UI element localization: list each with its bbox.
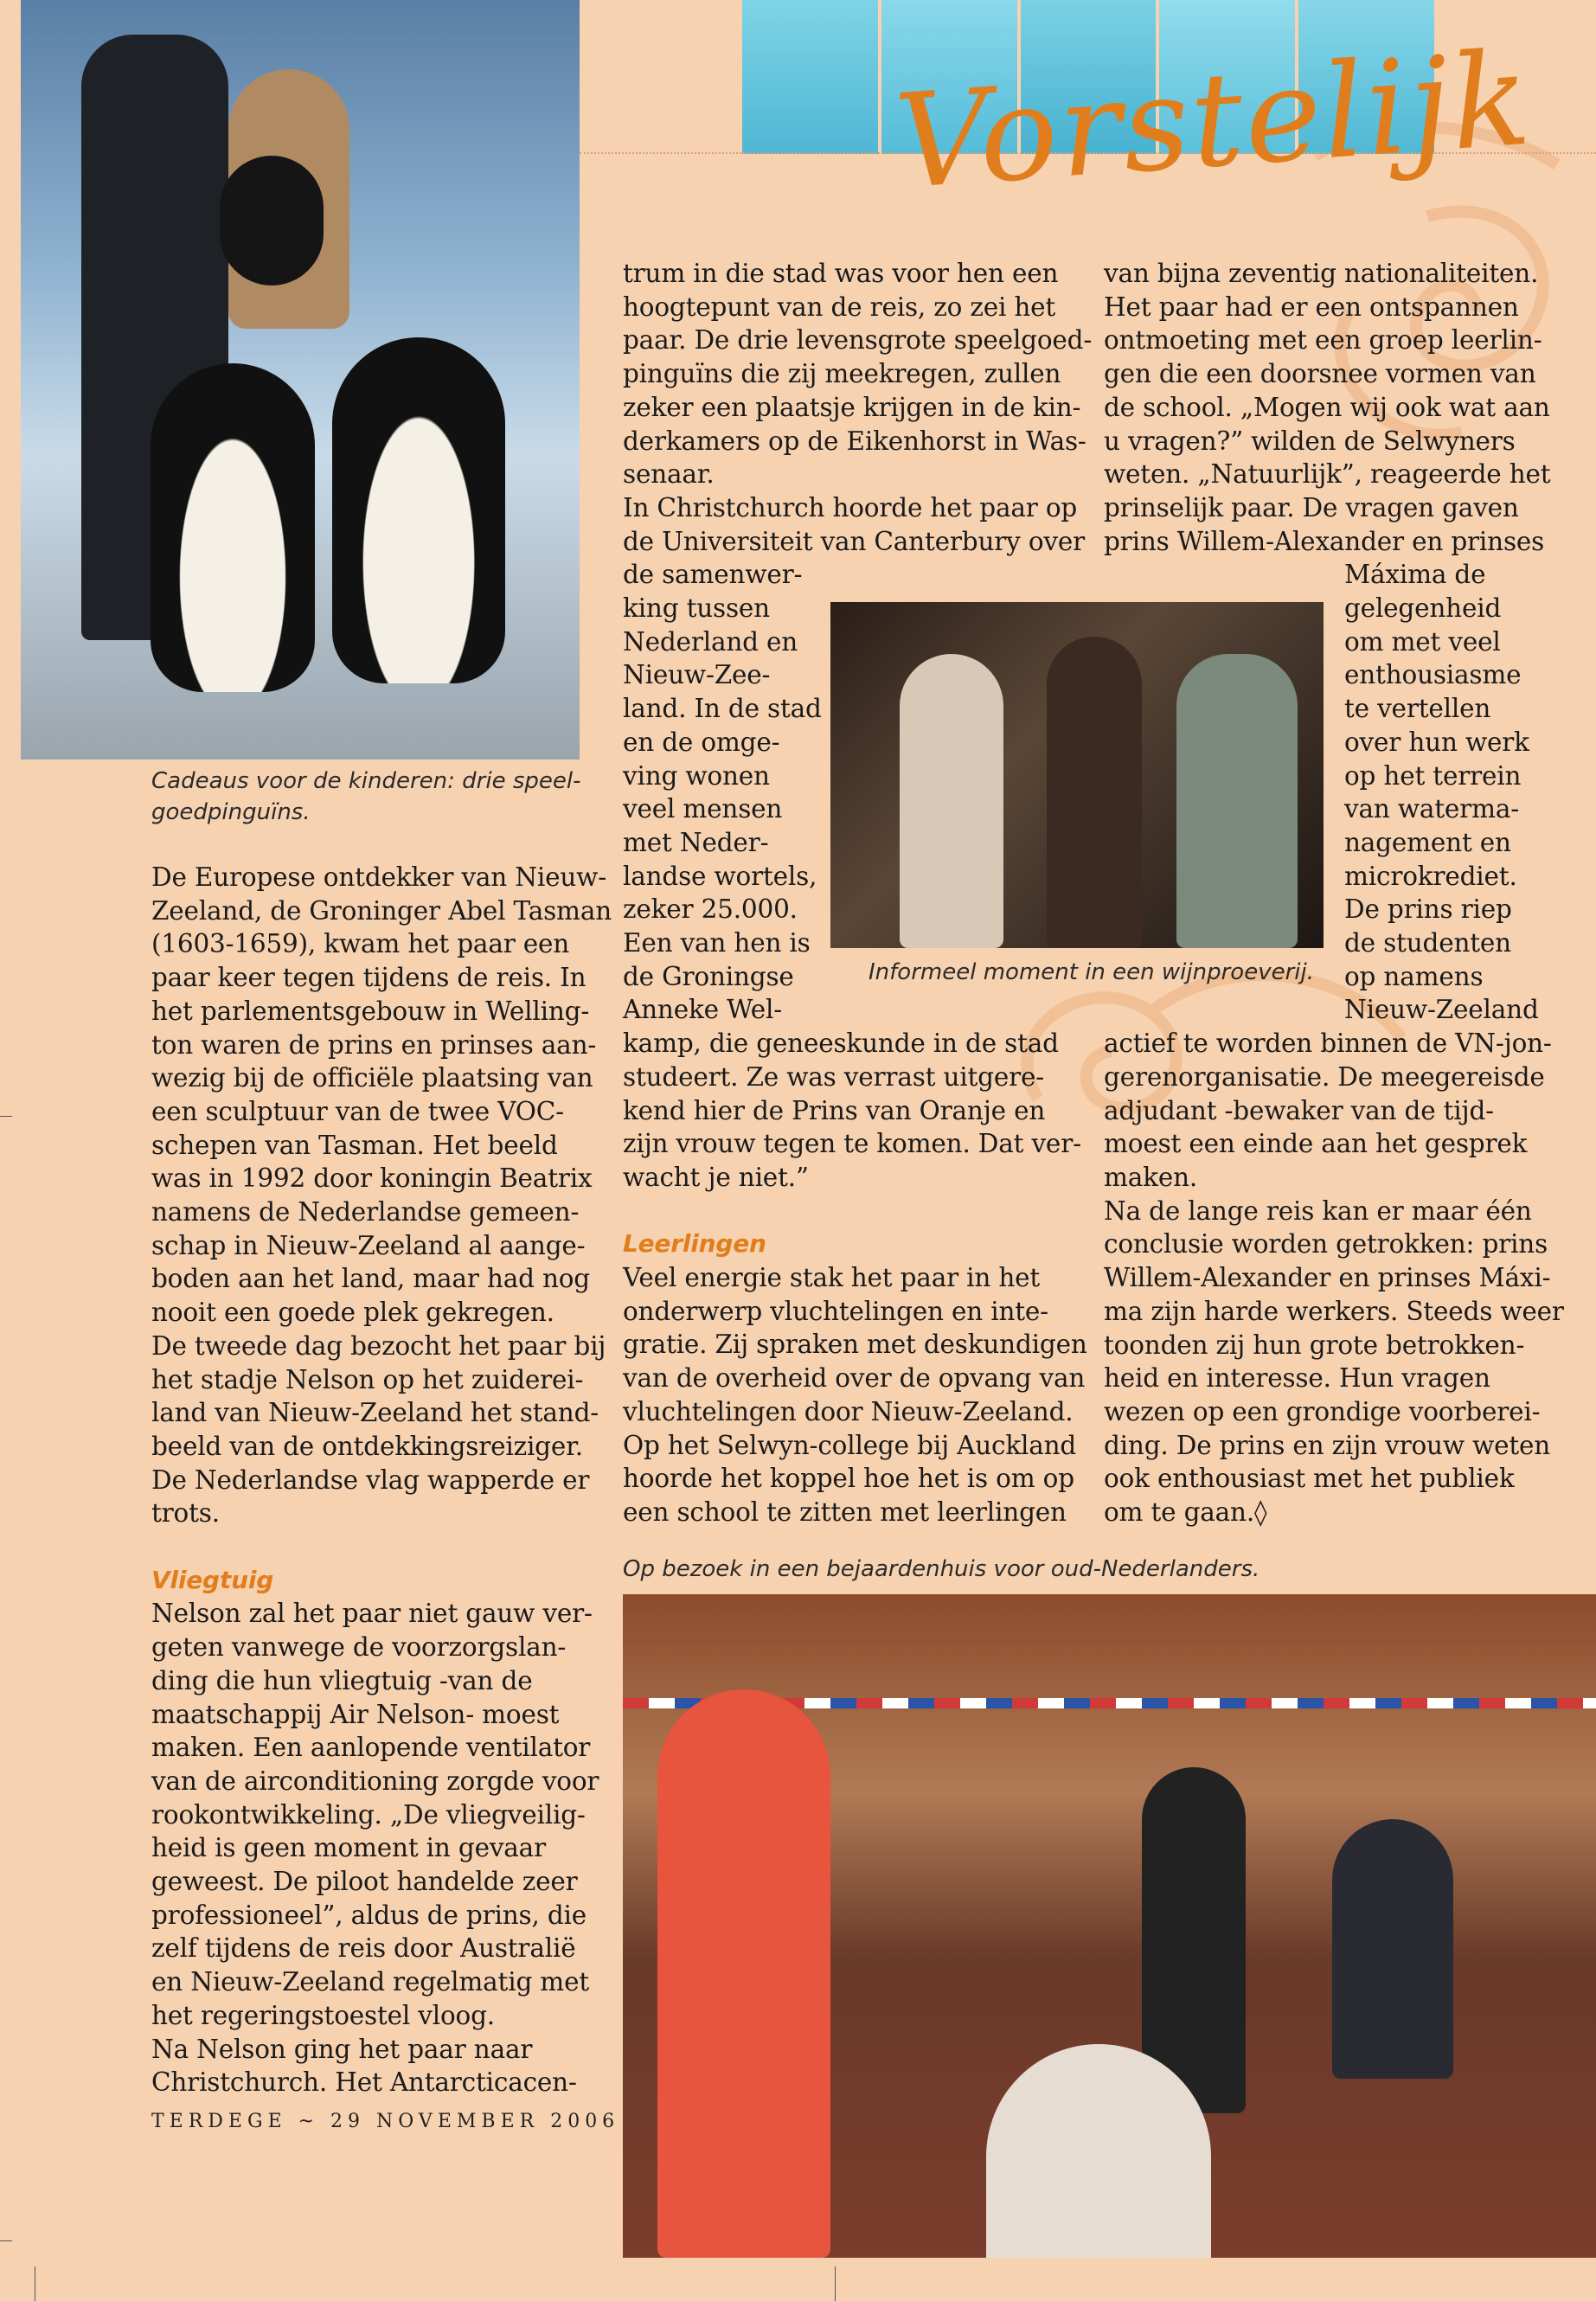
text-line: ma zijn harde werkers. Steeds weer [1104, 1296, 1564, 1326]
crop-mark [0, 1116, 12, 1117]
text-line: paar keer tegen tijdens de reis. In [151, 963, 586, 993]
col2-paragraph-1 [623, 257, 1093, 491]
text-line: maatschappij Air Nelson- moest [151, 1699, 560, 1729]
text-line: king tussen [623, 593, 770, 624]
text-line: Nederland en [623, 626, 798, 657]
text-line: maken. Een aanlopende ventilator [151, 1733, 591, 1763]
home-caption: Op bezoek in een bejaardenhuis voor oud-Nederlanders. [623, 1556, 1260, 1582]
text-line: prinselijk paar. De vragen gaven [1104, 492, 1519, 522]
text-line: ook enthousiast met het publiek [1104, 1464, 1515, 1494]
text-line: De prins riep [1344, 894, 1512, 925]
text-line: schap in Nieuw-Zeeland al aange- [151, 1230, 586, 1260]
face-photo [742, 0, 878, 154]
text-line: een sculptuur van de twee VOC- [151, 1096, 564, 1126]
col3-paragraph-1-full [1104, 257, 1588, 558]
text-line: ding. De prins en zijn vrouw weten [1104, 1430, 1551, 1460]
text-line: Het paar had er een ontspannen [1104, 292, 1519, 322]
text-line: (1603-1659), kwam het paar een [151, 929, 570, 959]
person-figure [986, 2044, 1211, 2258]
text-line: te vertellen [1344, 694, 1491, 724]
penguins-photo [21, 0, 580, 760]
col2-paragraph-3 [623, 1261, 1087, 1529]
crop-mark [0, 2240, 12, 2241]
penguin-toy [151, 363, 315, 692]
text-line: ton waren de prins en prinses aan- [151, 1029, 597, 1060]
text-line: met Neder- [623, 827, 769, 857]
col3-paragraph-1-narrow [1344, 558, 1569, 1027]
text-line: zelf tijdens de reis door Australië [151, 1933, 576, 1964]
text-line: gerenorganisatie. De meegereisde [1104, 1061, 1545, 1092]
col1-paragraph-4 [151, 2033, 584, 2099]
text-line: was in 1992 door koningin Beatrix [151, 1163, 593, 1194]
text-line: enthousiasme [1344, 660, 1522, 690]
text-line: de samenwer- [623, 560, 803, 590]
text-line: nagement en [1344, 827, 1511, 857]
page-title: Vorstelijk [890, 23, 1537, 219]
column-3 [1104, 257, 1588, 1529]
text-line: Willem-Alexander en prinses Máxi- [1104, 1263, 1551, 1293]
text-line: Nieuw-Zeeland [1344, 995, 1539, 1025]
text-line: geten vanwege de voorzorgslan- [151, 1632, 567, 1663]
text-line: wezen op een grondige voorberei- [1104, 1396, 1541, 1426]
text-line: gelegenheid [1344, 593, 1502, 624]
text-line: kend hier de Prins van Oranje en [623, 1095, 1046, 1125]
text-line: het parlementsgebouw in Welling- [151, 996, 590, 1026]
text-line: Anneke Wel- [623, 995, 783, 1025]
text-line: derkamers op de Eikenhorst in Was- [623, 426, 1086, 456]
text-line: van bijna zeventig nationaliteiten. [1104, 259, 1539, 288]
text-line: onderwerp vluchtelingen en inte- [623, 1296, 1048, 1326]
col1-paragraph-3 [151, 1597, 599, 2032]
text-line: ding die hun vliegtuig -van de [151, 1665, 533, 1695]
penguin-toy [220, 156, 324, 285]
text-line: van waterma- [1344, 794, 1520, 824]
text-line: veel mensen [623, 794, 783, 824]
text-line: vluchtelingen door Nieuw-Zeeland. [623, 1396, 1074, 1426]
text-line: Na de lange reis kan er maar één [1104, 1195, 1532, 1226]
person-figure [657, 1689, 830, 2258]
text-line: het stadje Nelson op het zuiderei- [151, 1364, 584, 1394]
text-line: gratie. Zij spraken met deskundigen [623, 1330, 1087, 1360]
text-line: om met veel [1344, 626, 1501, 657]
col1-paragraph-2 [151, 1330, 606, 1530]
text-line: over hun werk [1344, 727, 1529, 757]
text-line: Christchurch. Het Antarcticacen- [151, 2067, 577, 2098]
text-line: De Nederlandse vlag wapperde er [151, 1465, 590, 1495]
text-line: rookontwikkeling. „De vliegveilig- [151, 1799, 586, 1830]
text-line: ontmoeting met een groep leerlin- [1104, 325, 1542, 356]
text-line: toonden zij hun grote betrokken- [1104, 1330, 1525, 1360]
spacer [151, 1530, 584, 1564]
text-line: het regeringstoestel vloog. [151, 2000, 495, 2030]
person-figure [1332, 1819, 1453, 2079]
text-line: actief te worden binnen de VN-jon- [1104, 1029, 1552, 1059]
spacer [623, 1195, 1073, 1228]
column-1 [151, 861, 612, 2099]
text-line: weten. „Natuurlijk”, reageerde het [1104, 459, 1551, 490]
text-line: heid is geen moment in gevaar [151, 1833, 546, 1863]
text-line: studeert. Ze was verrast uitgere- [623, 1061, 1045, 1092]
text-line: De Europese ontdekker van Nieuw- [151, 862, 606, 892]
text-line: hoorde het koppel hoe het is om op [623, 1464, 1074, 1494]
text-line: Zeeland, de Groninger Abel Tasman [151, 895, 612, 926]
text-line: beeld van de ontdekkingsreiziger. [151, 1431, 583, 1461]
col1-paragraph-1 [151, 861, 612, 1330]
page-footer: TERDEGE ~ 29 NOVEMBER 2006 [151, 2111, 620, 2132]
text-line: boden aan het land, maar had nog [151, 1264, 590, 1294]
text-line: wezig bij de officiële plaatsing van [151, 1063, 593, 1093]
text-line: de studenten [1344, 928, 1511, 958]
text-line: de school. „Mogen wij ook wat aan [1104, 392, 1550, 422]
text-line: van de overheid over de opvang van [623, 1363, 1086, 1394]
col2-paragraph-2-narrow [623, 558, 822, 1027]
text-line: hoogtepunt van de reis, zo zei het [623, 292, 1056, 322]
subhead-vliegtuig: Vliegtuig [151, 1565, 274, 1594]
col2-paragraph-2-end [623, 1027, 1081, 1195]
text-line: de Groningse [623, 961, 794, 991]
text-line: prins Willem-Alexander en prinses [1104, 526, 1545, 556]
text-line: In Christchurch hoorde het paar op [623, 492, 1078, 522]
text-line: zijn vrouw tegen te komen. Dat ver- [623, 1129, 1081, 1159]
col3-paragraph-2 [1104, 1195, 1588, 1529]
text-line: microkrediet. [1344, 861, 1517, 891]
text-line: senaar. [623, 459, 715, 490]
text-line: Na Nelson ging het paar naar [151, 2034, 533, 2064]
text-line: op het terrein [1344, 760, 1522, 791]
text-line: maken. [1104, 1162, 1198, 1192]
text-line: geweest. De piloot handelde zeer [151, 1867, 578, 1897]
text-line: wacht je niet.” [623, 1162, 809, 1192]
text-line: zeker een plaatsje krijgen in de kin- [623, 392, 1081, 422]
text-line: zeker 25.000. [623, 894, 798, 925]
text-line: van de airconditioning zorgde voor [151, 1766, 599, 1796]
wine-caption: Informeel moment in een wijnproeverij. [869, 959, 1314, 985]
penguin-toy [332, 337, 505, 683]
text-line: namens de Nederlandse gemeen- [151, 1197, 580, 1227]
text-line: professioneel”, aldus de prins, die [151, 1900, 587, 1930]
text-line: landse wortels, [623, 861, 817, 891]
text-line: trots. [151, 1498, 220, 1529]
text-line: pinguïns die zij meekregen, zullen [623, 359, 1061, 389]
col3-paragraph-1-end [1104, 1027, 1588, 1195]
text-line: ving wonen [623, 760, 770, 791]
elderly-home-photo [623, 1594, 1596, 2258]
crop-mark [835, 2266, 836, 2301]
text-line: een school te zitten met leerlingen [623, 1497, 1067, 1527]
text-line: land. In de stad [623, 694, 822, 724]
text-line: kamp, die geneeskunde in de stad [623, 1029, 1059, 1059]
text-line: Nieuw-Zee- [623, 660, 771, 690]
text-line: en Nieuw-Zeeland regelmatig met [151, 1967, 589, 1997]
penguins-caption: Cadeaus voor de kinderen: drie speel- goedpinguïns. [151, 768, 581, 825]
text-line: u vragen?” wilden de Selwyners [1104, 426, 1516, 456]
text-line: paar. De drie levensgrote speelgoed- [623, 325, 1093, 356]
text-line: land van Nieuw-Zeeland het stand- [151, 1398, 599, 1428]
text-line: De tweede dag bezocht het paar bij [151, 1330, 606, 1361]
text-line: conclusie worden getrokken: prins [1104, 1229, 1548, 1259]
text-line: gen die een doorsnee vormen van [1104, 359, 1536, 389]
text-line: om te gaan.◊ [1104, 1497, 1267, 1528]
text-line: en de omge- [623, 727, 780, 757]
text-line: moest een einde aan het gesprek [1104, 1129, 1528, 1159]
text-line: nooit een goede plek gekregen. [151, 1298, 554, 1328]
text-line: trum in die stad was voor hen een [623, 259, 1059, 288]
text-line: Een van hen is [623, 928, 811, 958]
text-line: adjudant -bewaker van de tijd- [1104, 1095, 1494, 1125]
text-line: de Universiteit van Canterbury over [623, 526, 1086, 556]
text-line: Máxima de [1344, 560, 1486, 590]
col2-paragraph-2-full [623, 491, 1086, 558]
text-line: heid en interesse. Hun vragen [1104, 1363, 1490, 1394]
subhead-leerlingen: Leerlingen [623, 1229, 766, 1259]
text-line: Nelson zal het paar niet gauw ver- [151, 1599, 593, 1629]
text-line: schepen van Tasman. Het beeld [151, 1130, 558, 1160]
text-line: Op het Selwyn-college bij Auckland [623, 1430, 1077, 1460]
text-line: Veel energie stak het paar in het [623, 1263, 1041, 1293]
text-line: op namens [1344, 961, 1484, 991]
